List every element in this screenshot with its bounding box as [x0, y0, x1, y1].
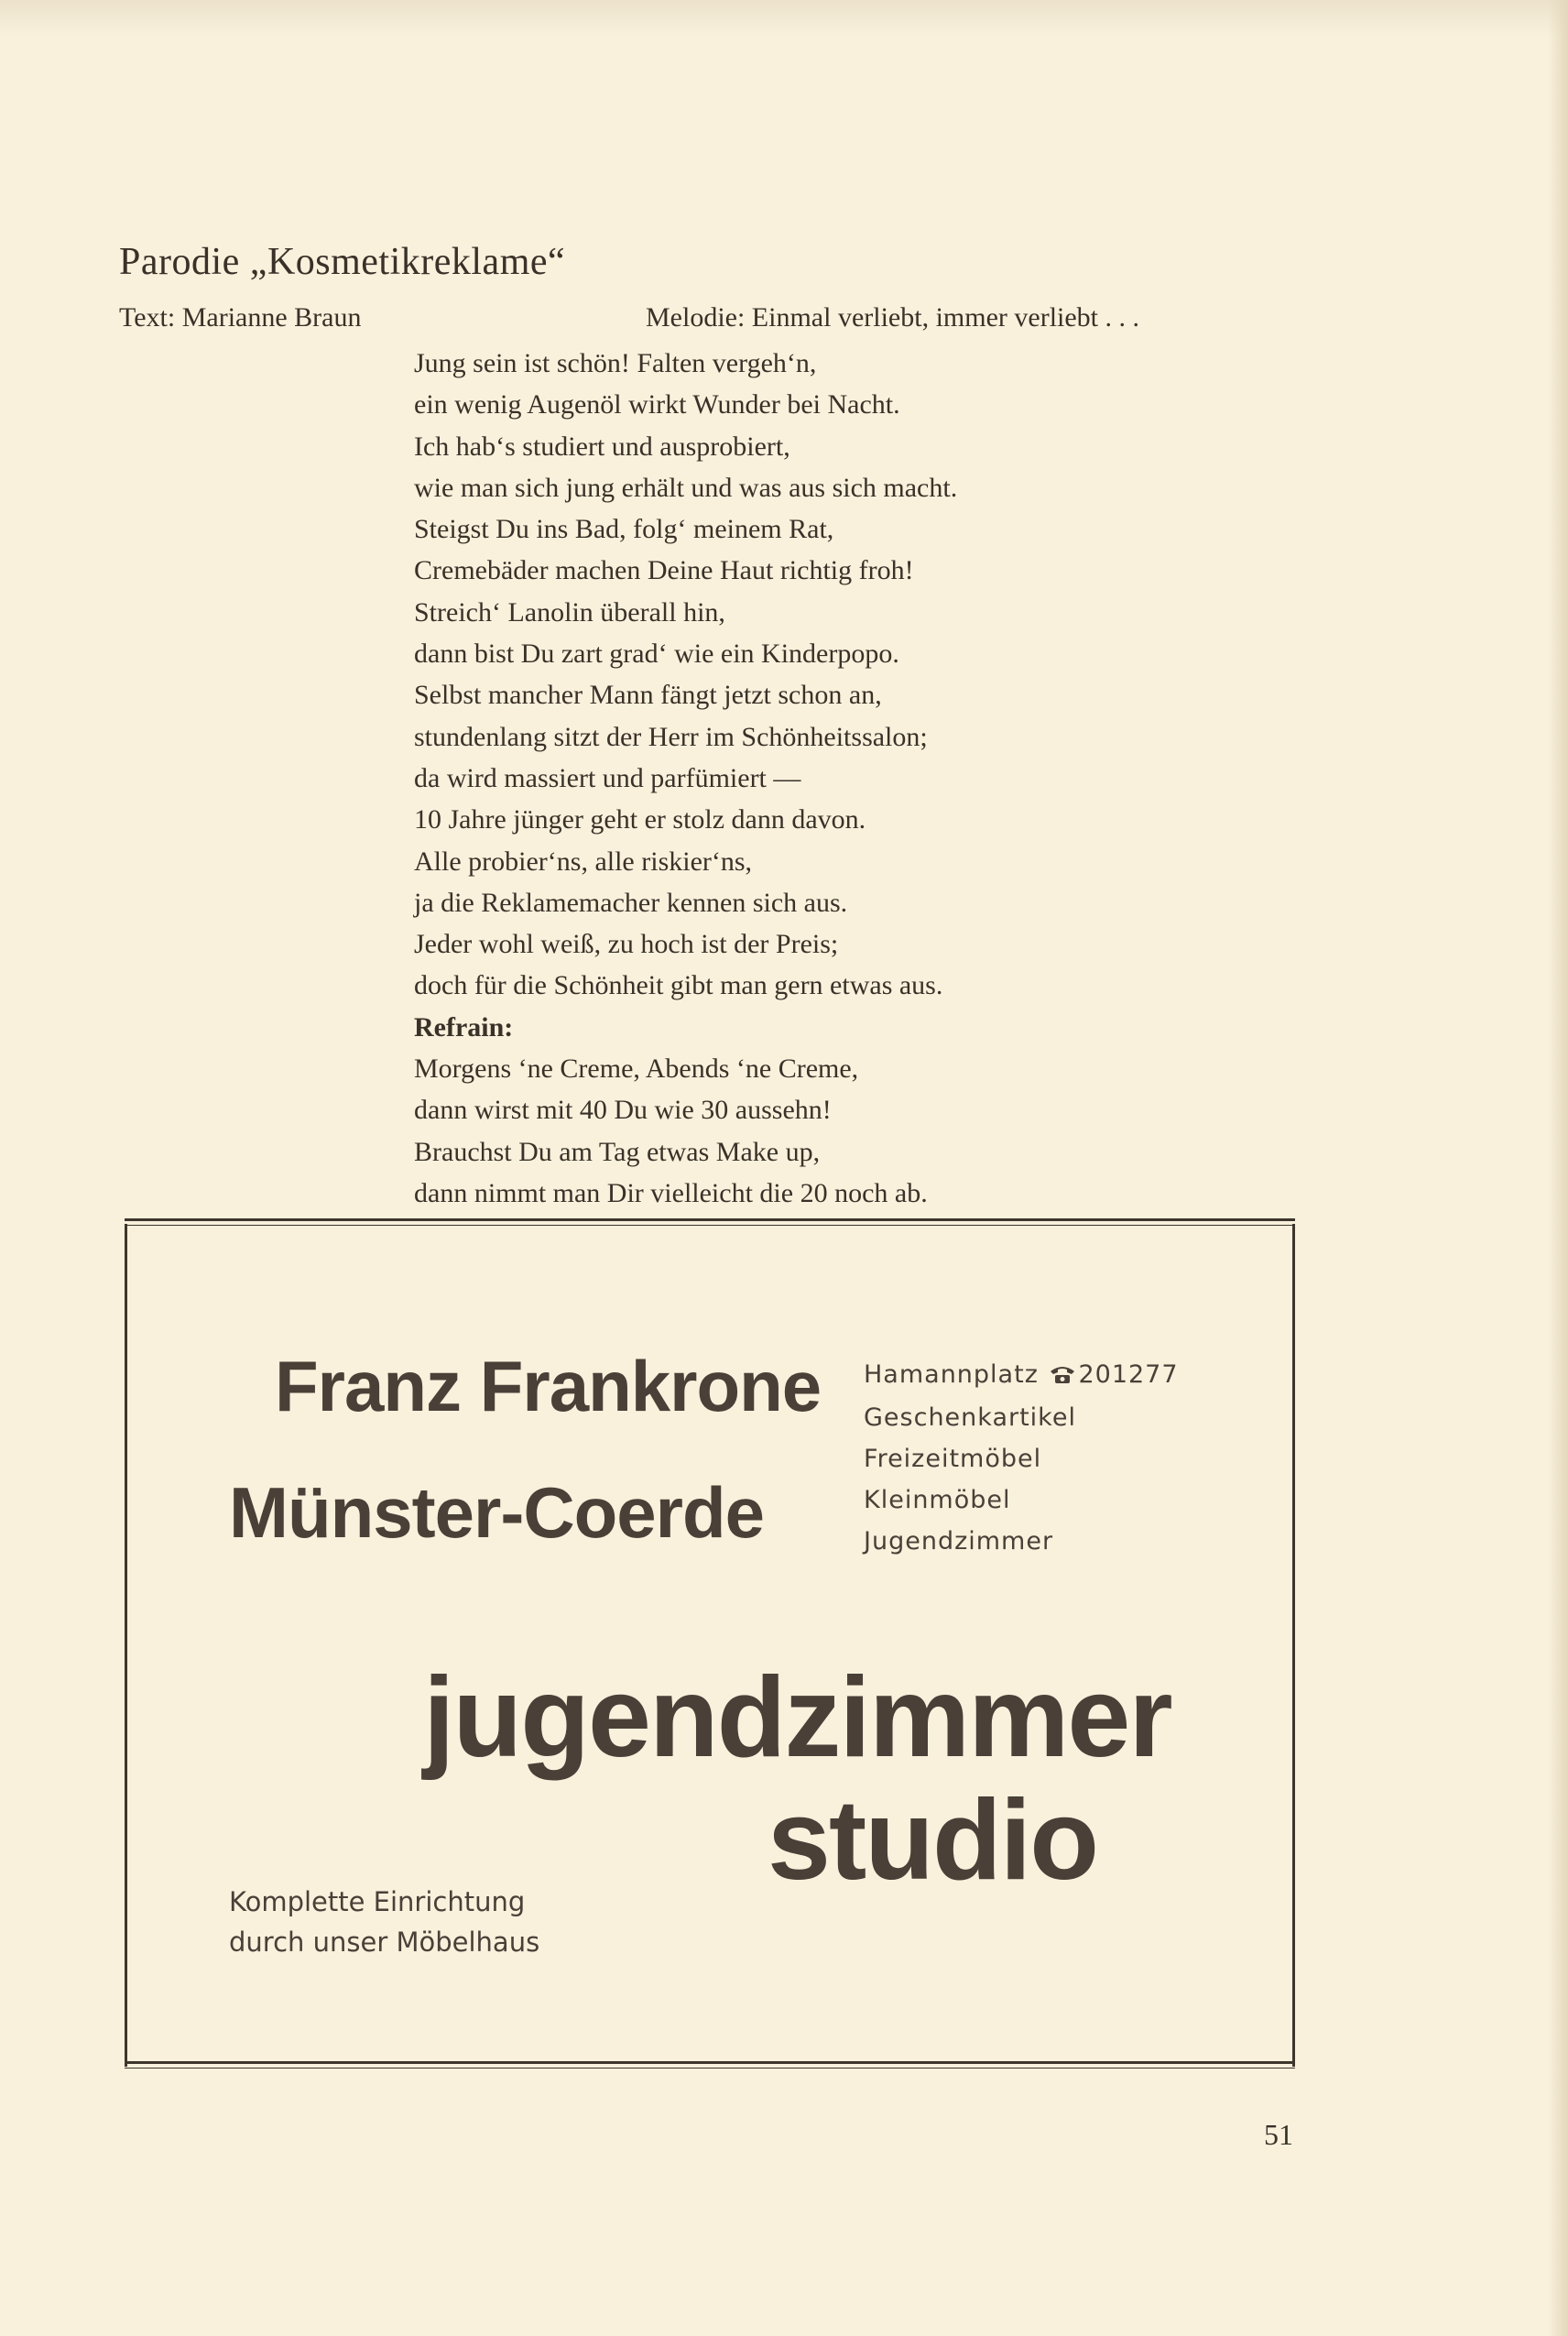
- lyric-line: Alle probier‘ns, alle riskier‘ns,: [414, 846, 753, 877]
- song-title: Parodie „Kosmetikreklame“: [119, 241, 566, 283]
- refrain-label: Refrain:: [414, 1011, 514, 1042]
- lyric-line: wie man sich jung erhält und was aus sich macht.: [414, 472, 958, 503]
- lyric-line: stundenlang sitzt der Herr im Schönheitssalon;: [414, 721, 928, 752]
- lyric-line: Ich hab‘s studiert und ausprobiert,: [414, 431, 790, 462]
- ad-headline-studio: studio: [768, 1777, 1097, 1904]
- ad-headline-jugendzimmer: jugendzimmer: [423, 1654, 1171, 1781]
- ad-address-line: [864, 1354, 1179, 1397]
- ad-details: [864, 1354, 1179, 1562]
- page-shadow-top: [0, 0, 1568, 37]
- lyric-line: dann bist Du zart grad‘ wie ein Kinderpopo.: [414, 639, 899, 670]
- lyric-line: Jung sein ist schön! Falten vergeh‘n,: [414, 348, 817, 378]
- refrain-line: Brauchst Du am Tag etwas Make up,: [414, 1136, 821, 1167]
- refrain-line: dann wirst mit 40 Du wie 30 aussehn!: [414, 1095, 832, 1126]
- ad-tagline: [229, 1882, 539, 1962]
- lyric-line: Jeder wohl weiß, zu hoch ist der Preis;: [414, 929, 839, 960]
- telephone-icon: [1049, 1356, 1076, 1397]
- lyric-line: Cremebäder machen Deine Haut richtig froh!: [414, 555, 914, 586]
- text-credit: Text: Marianne Braun: [119, 302, 362, 333]
- ad-category: Kleinmöbel: [864, 1486, 1011, 1514]
- ad-border-bottom: [125, 2061, 1295, 2069]
- lyric-line: Selbst mancher Mann fängt jetzt schon an,: [414, 680, 882, 711]
- ad-tagline-line: Komplette Einrichtung: [229, 1886, 526, 1917]
- ad-address: Hamannplatz: [864, 1360, 1039, 1389]
- ad-tagline-line: durch unser Möbelhaus: [229, 1927, 540, 1958]
- page-shadow-right: [1548, 0, 1568, 2336]
- ad-city: Münster-Coerde: [229, 1472, 765, 1553]
- ad-company-name: Franz Frankrone: [275, 1346, 822, 1426]
- lyric-line: Steigst Du ins Bad, folg‘ meinem Rat,: [414, 514, 834, 545]
- lyric-line: da wird massiert und parfümiert —: [414, 762, 801, 793]
- lyric-line: doch für die Schönheit gibt man gern etwas aus.: [414, 970, 943, 1001]
- ad-category: Geschenkartikel: [864, 1403, 1076, 1432]
- melody-credit: Melodie: Einmal verliebt, immer verliebt . . .: [646, 302, 1140, 333]
- lyric-line: ja die Reklamemacher kennen sich aus.: [414, 887, 848, 918]
- ad-category: Freizeitmöbel: [864, 1445, 1042, 1473]
- lyrics-block: [414, 343, 1257, 1214]
- lyric-line: 10 Jahre jünger geht er stolz dann davon.: [414, 804, 866, 835]
- ad-category: Jugendzimmer: [864, 1527, 1054, 1556]
- lyric-line: ein wenig Augenöl wirkt Wunder bei Nacht.: [414, 389, 900, 420]
- page-number: 51: [1264, 2118, 1293, 2151]
- refrain-line: Morgens ‘ne Creme, Abends ‘ne Creme,: [414, 1053, 859, 1085]
- refrain-line: dann nimmt man Dir vielleicht die 20 noch ab.: [414, 1177, 928, 1208]
- lyric-line: Streich‘ Lanolin überall hin,: [414, 596, 725, 628]
- ad-phone: 201277: [1078, 1360, 1179, 1389]
